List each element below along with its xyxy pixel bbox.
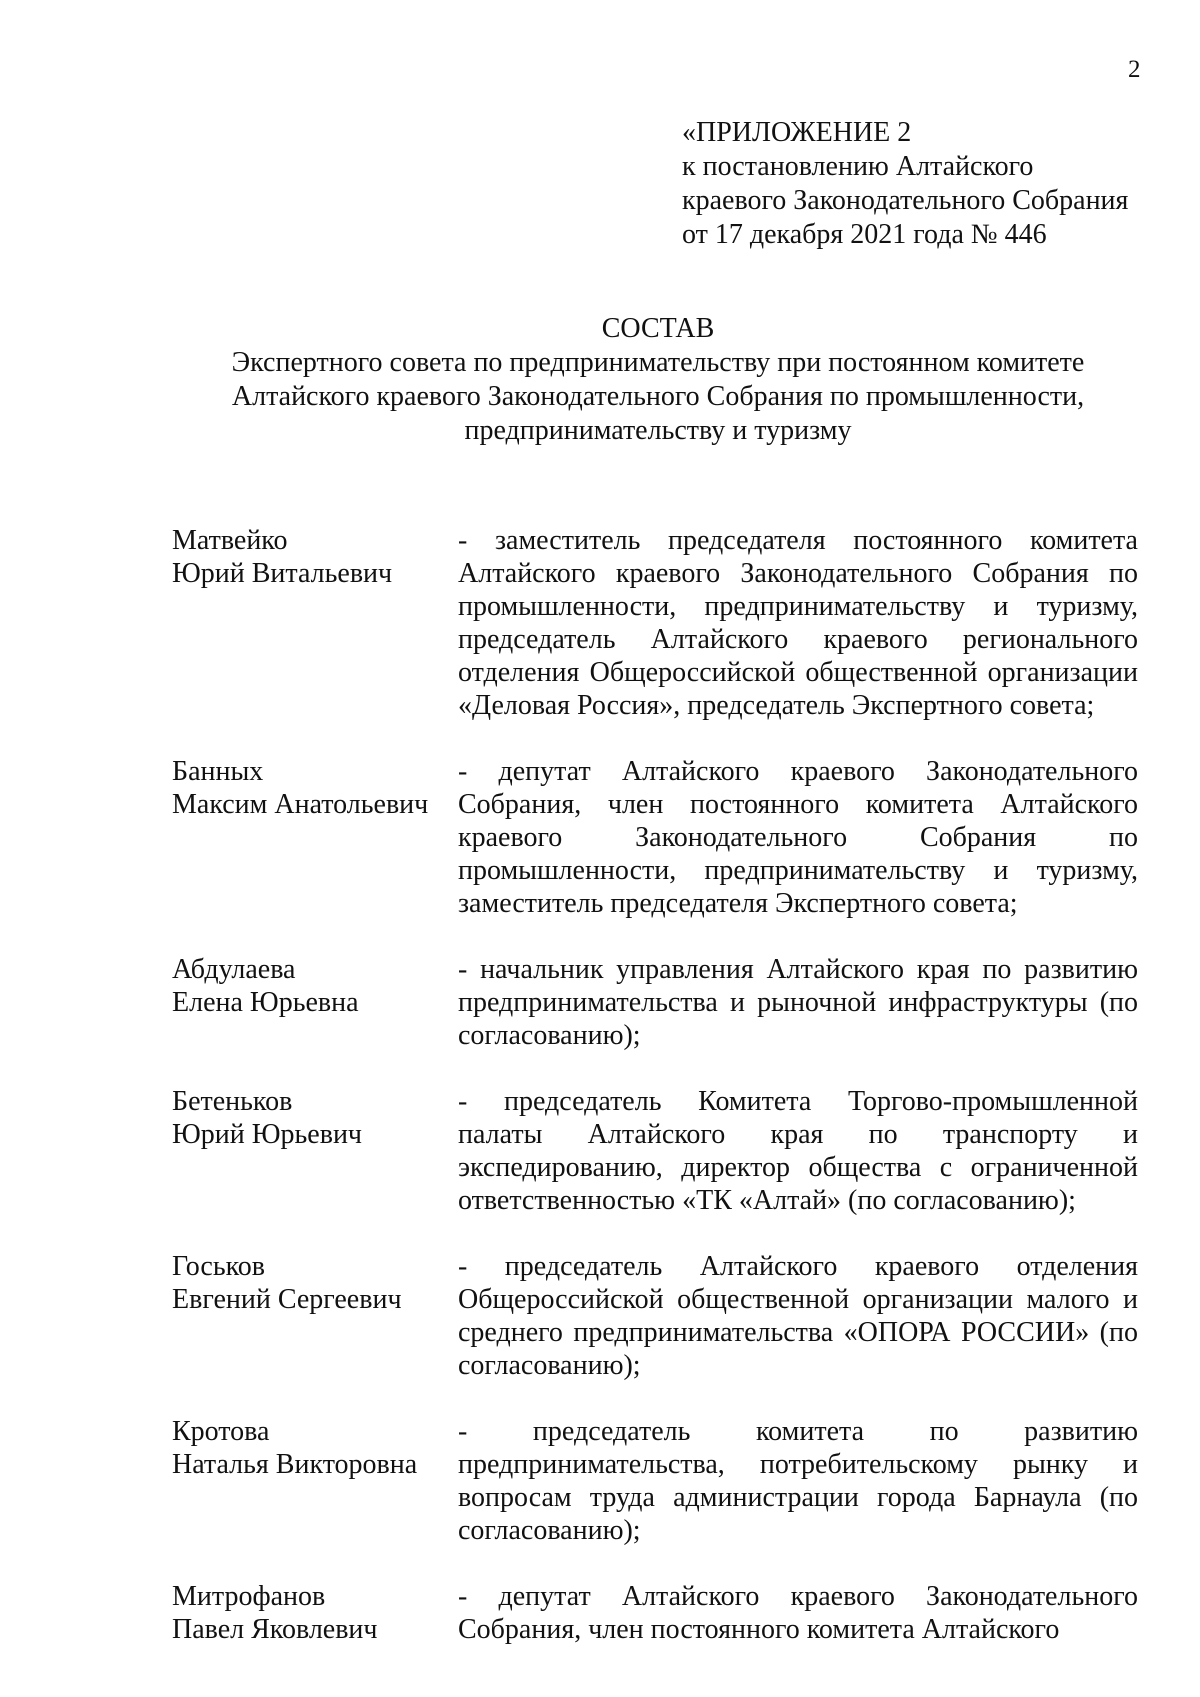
member-name [172,1415,458,1547]
member-surname: Банных [172,756,264,787]
member-given-name: Елена Юрьевна [172,987,359,1018]
appendix-line-3: краевого Законодательного Собрания [682,185,1129,216]
appendix-line-2: к постановлению Алтайского [682,151,1034,182]
member-surname: Митрофанов [172,1581,326,1612]
member-entry [172,953,1138,1052]
member-entry [172,755,1138,920]
member-description: - заместитель председателя постоянного комитета Алтайского краевого Законодательного Собрания по промышленности, предпринимательству и туризму, председатель Алтайского краевого регионального отделения Общероссийской общественной организации «Деловая Россия», председатель Экспертного совета; [458,525,1138,721]
member-name [172,1580,458,1646]
member-given-name: Наталья Викторовна [172,1449,418,1480]
member-entry [172,524,1138,722]
member-given-name: Павел Яковлевич [172,1614,378,1645]
appendix-header [682,116,1128,252]
member-list [172,524,1138,1679]
member-description: - председатель комитета по развитию предпринимательства, потребительскому рынку и вопросам труда администрации города Барнаула (по согласованию); [458,1416,1138,1546]
member-surname: Кротова [172,1416,270,1447]
appendix-line-1: «ПРИЛОЖЕНИЕ 2 [682,117,912,148]
member-name [172,524,458,722]
member-surname: Бетеньков [172,1086,293,1117]
document-subtitle: Экспертного совета по предпринимательству при постоянном комитете Алтайского краевого Законодательного Собрания по промышленности, предпринимательству и туризму [231,347,1085,446]
document-title: СОСТАВ [601,313,715,344]
member-name [172,1085,458,1217]
appendix-line-4: от 17 декабря 2021 года № 446 [682,219,1047,250]
member-description: - депутат Алтайского краевого Законодательного Собрания, член постоянного комитета Алтайского краевого Законодательного Собрания по промышленности, предпринимательству и туризму, заместитель председателя Экспертного совета; [458,756,1138,919]
member-entry [172,1085,1138,1217]
member-name [172,953,458,1052]
member-description: - председатель Алтайского краевого отделения Общероссийской общественной организации малого и среднего предпринимательства «ОПОРА РОССИИ» (по согласованию); [458,1251,1138,1381]
member-given-name: Юрий Юрьевич [172,1119,363,1150]
member-description: - председатель Комитета Торгово-промышленной палаты Алтайского края по транспорту и экспедированию, директор общества с ограниченной ответственностью «ТК «Алтай» (по согласованию); [458,1086,1138,1216]
member-given-name: Юрий Витальевич [172,558,393,589]
member-name [172,755,458,920]
member-surname: Матвейко [172,525,288,556]
member-entry [172,1580,1138,1646]
page-number: 2 [1128,56,1141,83]
member-given-name: Максим Анатольевич [172,789,429,820]
member-given-name: Евгений Сергеевич [172,1284,402,1315]
document-title-block [160,312,1156,448]
member-surname: Абдулаева [172,954,296,985]
member-name [172,1250,458,1382]
member-description: - депутат Алтайского краевого Законодательного Собрания, член постоянного комитета Алтайского [458,1581,1138,1645]
member-description: - начальник управления Алтайского края по развитию предпринимательства и рыночной инфраструктуры (по согласованию); [458,954,1138,1051]
member-surname: Госьков [172,1251,266,1282]
member-entry [172,1415,1138,1547]
member-entry [172,1250,1138,1382]
